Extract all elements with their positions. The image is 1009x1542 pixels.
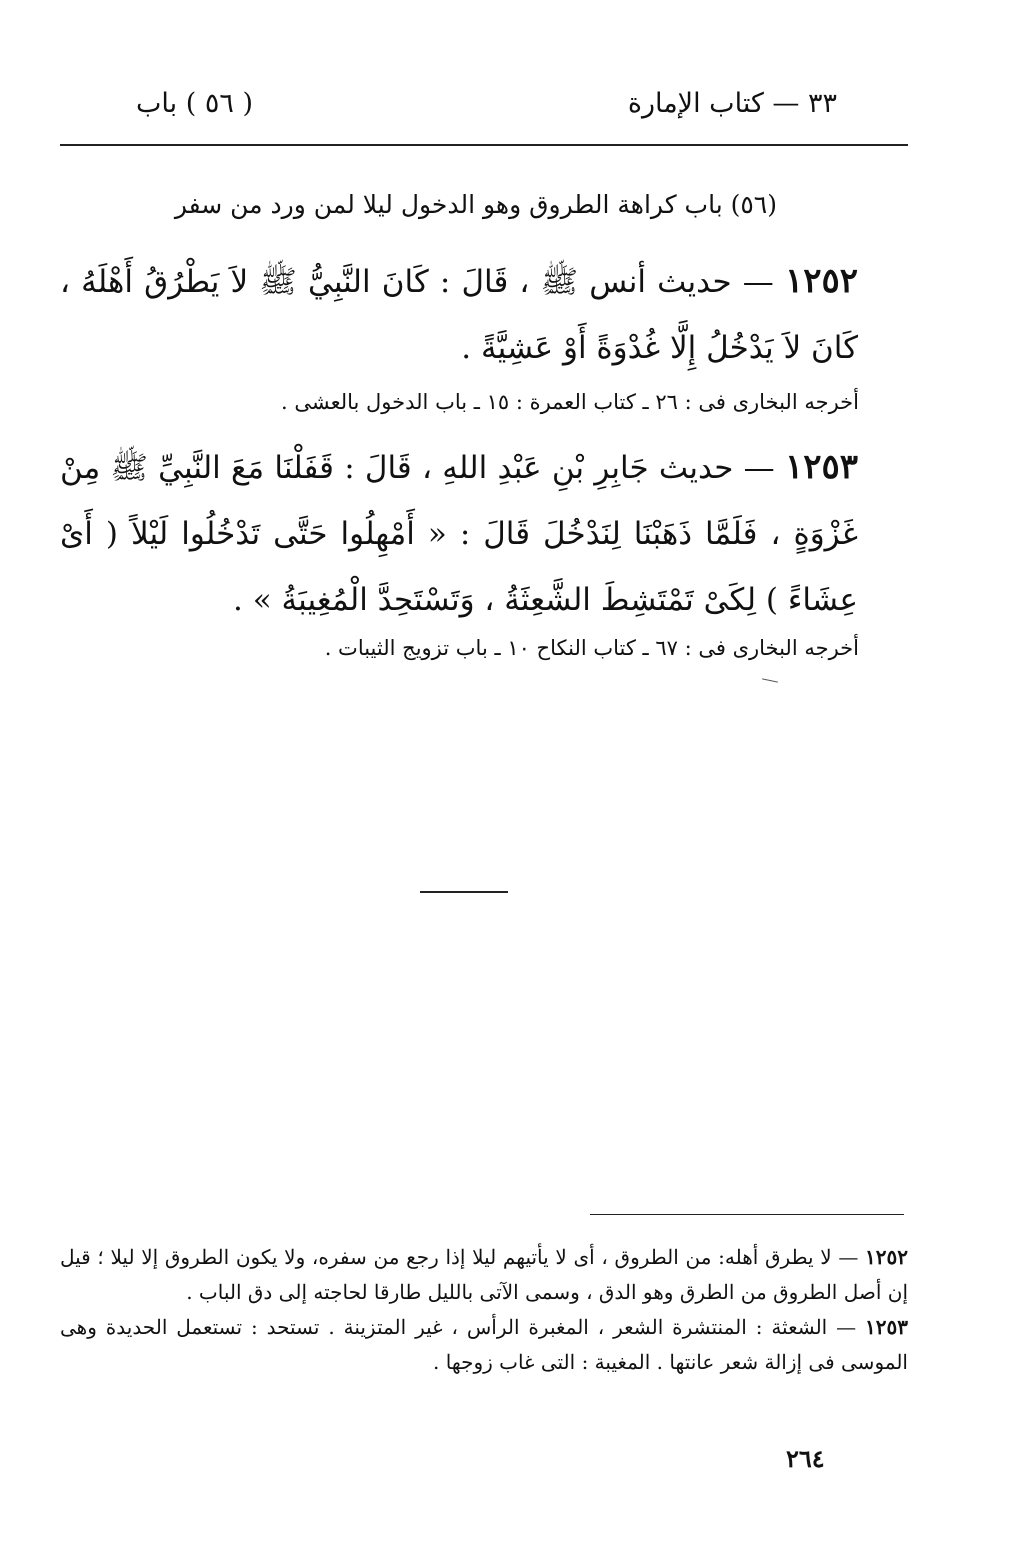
footnote-number: ١٢٥٣ bbox=[865, 1315, 908, 1339]
footnote-rule bbox=[590, 1214, 904, 1215]
hadith-text: — حديث أنس ﷺ ، قَالَ : كَانَ النَّبِيُّ ﷺ لاَ يَطْرُقُ أَهْلَهُ ، كَانَ لاَ يَدْخُلُ إِلَّا غُدْوَةً أَوْ عَشِيَّةً . bbox=[60, 264, 858, 366]
page-number: ٢٦٤ bbox=[786, 1444, 825, 1473]
running-header-chapter: ( ٥٦ ) باب bbox=[136, 88, 253, 119]
section-end-rule bbox=[420, 891, 508, 893]
hadith-1252 bbox=[60, 248, 858, 381]
stray-mark bbox=[762, 678, 778, 682]
footnotes bbox=[60, 1240, 908, 1380]
hadith-number: ١٢٥٢ bbox=[784, 261, 858, 301]
hadith-1253 bbox=[60, 434, 858, 633]
header-rule bbox=[60, 144, 908, 146]
hadith-1252-reference: أخرجه البخارى فى : ٢٦ ـ كتاب العمرة : ١٥ ـ باب الدخول بالعشى . bbox=[281, 390, 859, 414]
footnote-text: — لا يطرق أهله: من الطروق ، أى لا يأتيهم ليلا إذا رجع من سفره، ولا يكون الطروق إلا ليلا ؛ قيل إن أصل الطروق من الطرق وهو الدق ، وسمى الآتى بالليل طارقا لحاجته إلى دق الباب . bbox=[60, 1245, 908, 1304]
hadith-number: ١٢٥٣ bbox=[784, 447, 858, 487]
footnote-number: ١٢٥٢ bbox=[865, 1245, 908, 1269]
footnote-1252 bbox=[60, 1240, 908, 1310]
hadith-1253-reference: أخرجه البخارى فى : ٦٧ ـ كتاب النكاح ١٠ ـ باب تزويج الثيبات . bbox=[324, 636, 859, 660]
footnote-text: — الشعثة : المنتشرة الشعر ، المغبرة الرأس ، غير المتزينة . تستحد : تستعمل الحديدة وهى الموسى فى إزالة شعر عانتها . المغيبة : التى غاب زوجها . bbox=[60, 1315, 908, 1374]
hadith-text: — حديث جَابِرِ بْنِ عَبْدِ اللهِ ، قَالَ : قَفَلْنَا مَعَ النَّبِيِّ ﷺ مِنْ غَزْوَةٍ ، فَلَمَّا ذَهَبْنَا لِنَدْخُلَ قَالَ : « أَمْهِلُوا حَتَّى تَدْخُلُوا لَيْلاً ( أَىْ عِشَاءً ) لِكَىْ تَمْتَشِطَ الشَّعِثَةُ ، وَتَسْتَحِدَّ الْمُغِيبَةُ » . bbox=[60, 450, 858, 618]
footnote-1253 bbox=[60, 1310, 908, 1380]
section-title: (٥٦) باب كراهة الطروق وهو الدخول ليلا لمن ورد من سفر bbox=[174, 190, 777, 219]
running-header-book-title: ٣٣ — كتاب الإمارة bbox=[627, 88, 837, 119]
